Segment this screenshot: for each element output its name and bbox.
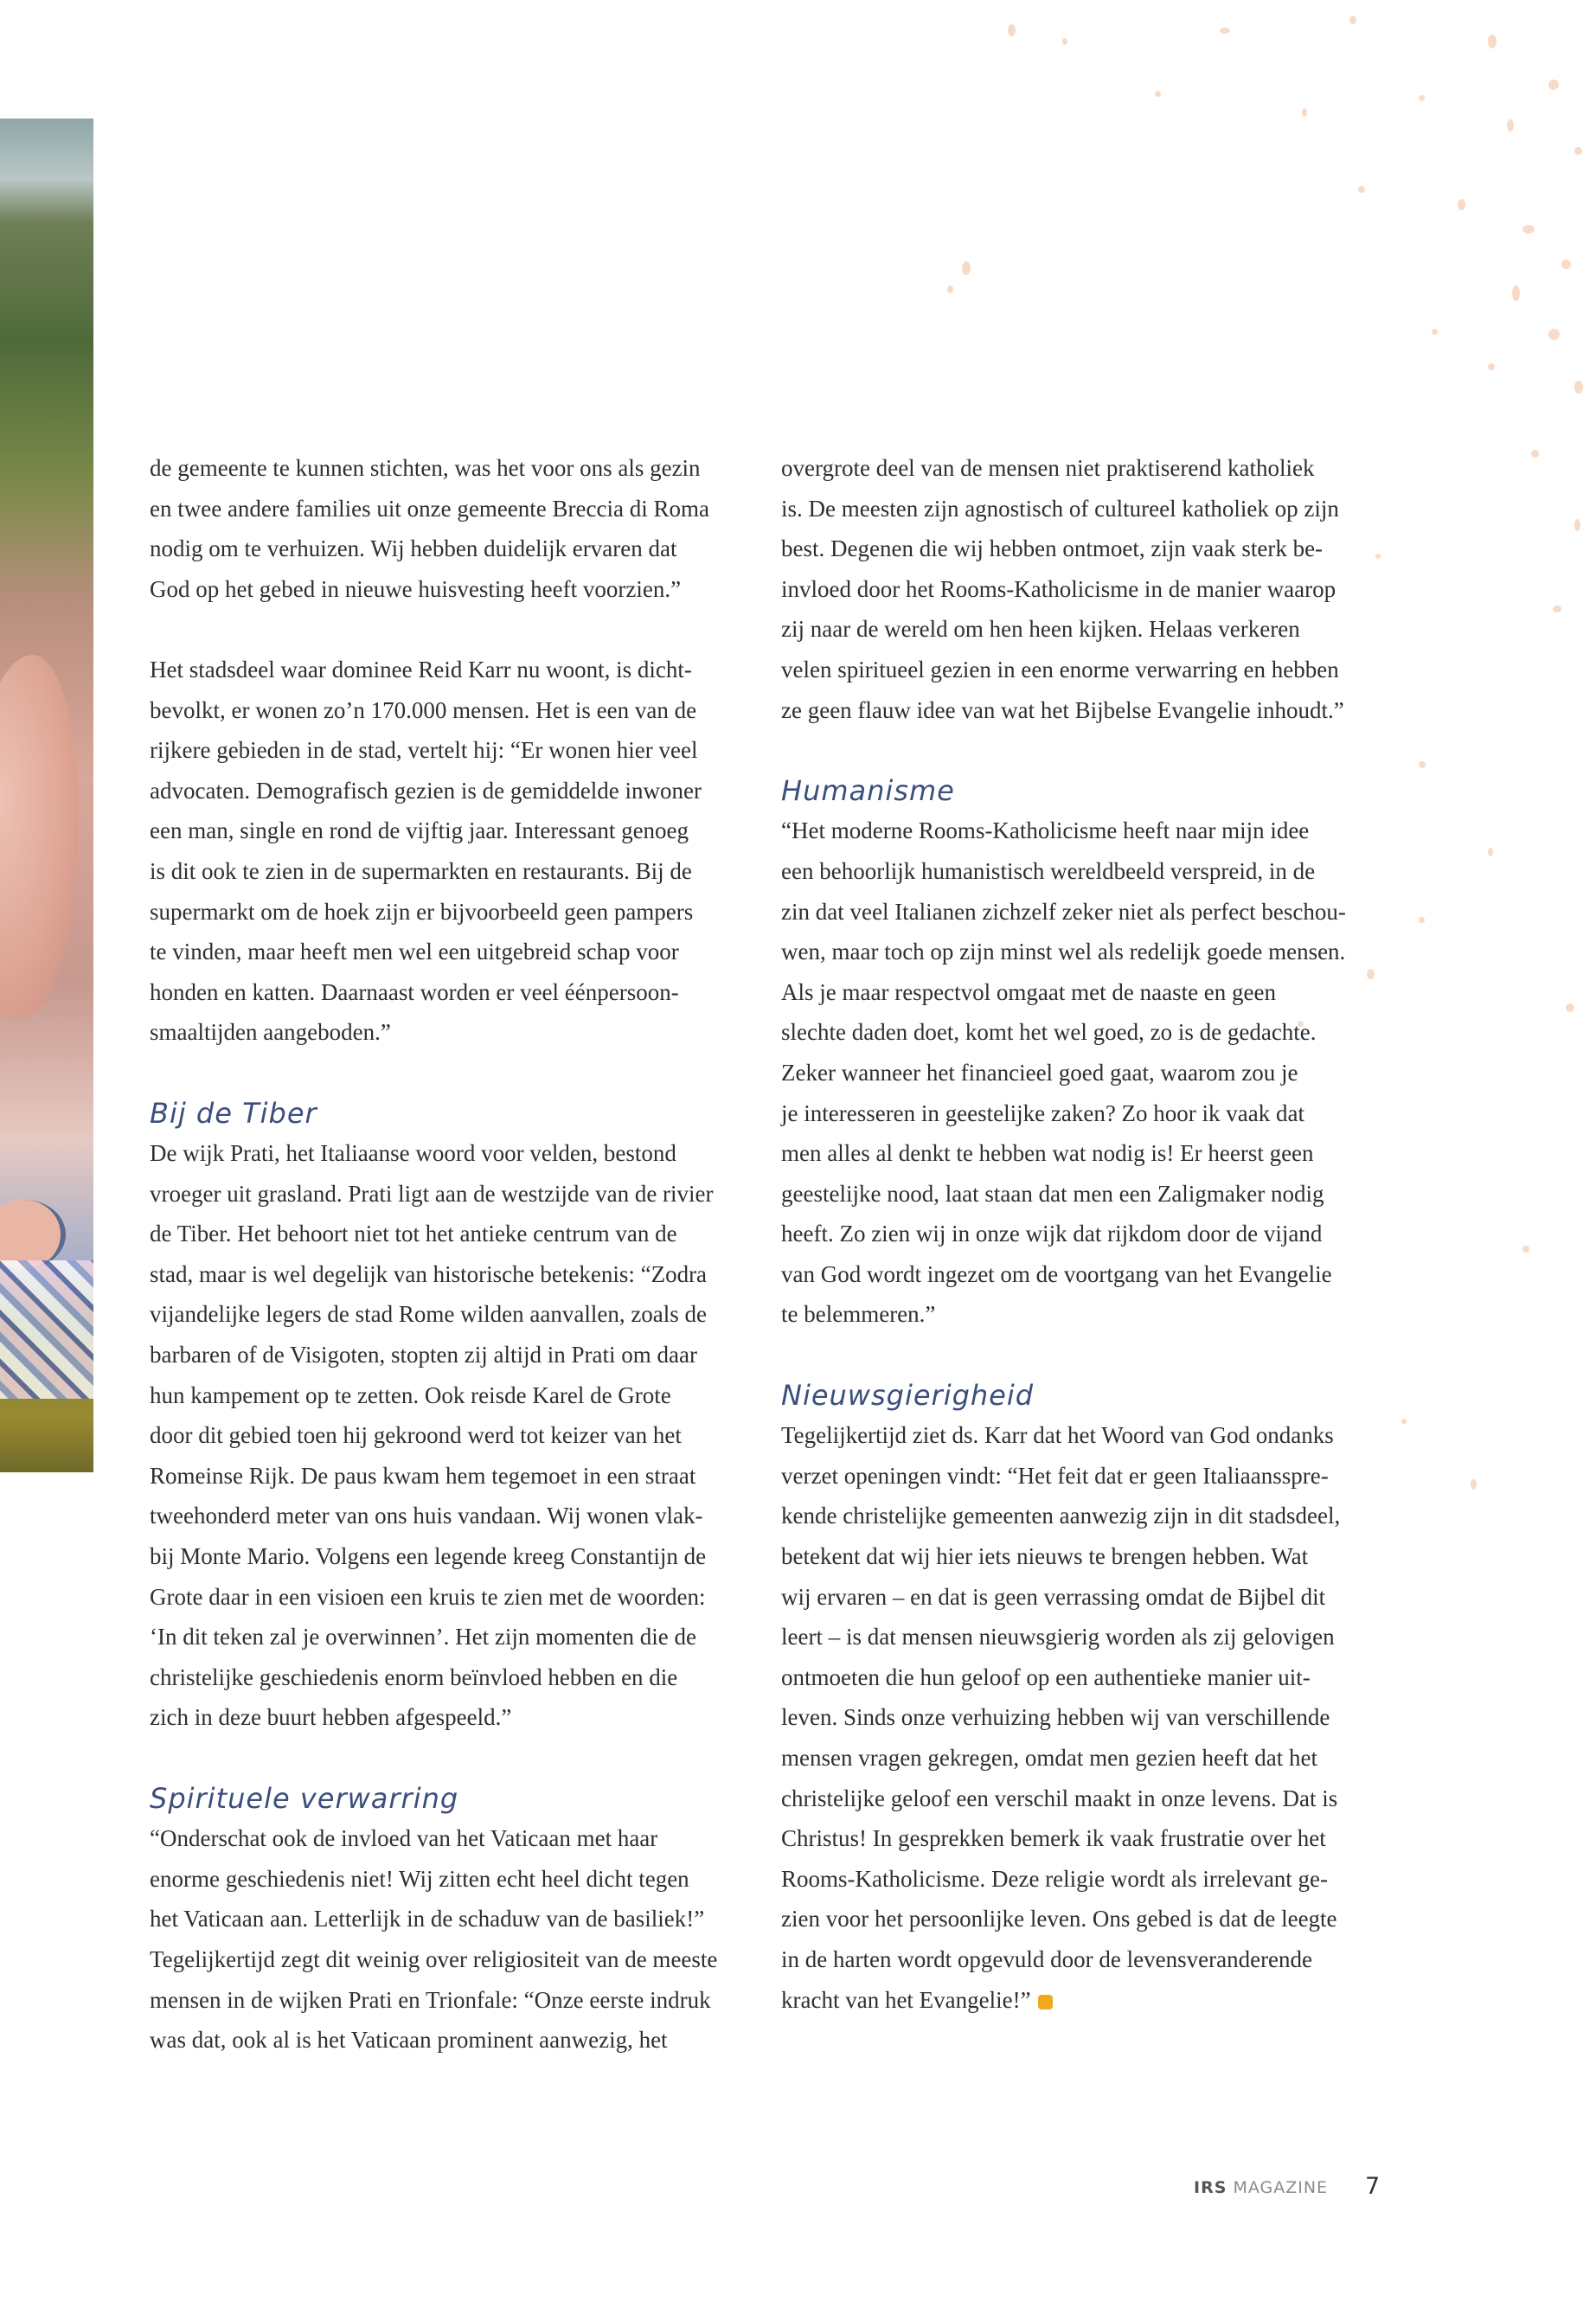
end-mark-icon [1038, 1995, 1053, 2009]
footer-brand: IRS [1194, 2178, 1227, 2197]
section-heading-humanisme: Humanisme [781, 773, 955, 807]
section-heading-spirituele-verwarring: Spirituele verwarring [150, 1781, 459, 1815]
paragraph: De wijk Prati, het Italiaanse woord voor velden, bestond vroeger uit grasland. Prati ligt aan de westzijde van de rivier de Tiber. Het behoort niet tot het antieke centrum van de stad, maar is wel degelijk van historische betekenis: “Zodra vijandelijke legers de stad Rome wilden aanvallen, zoals de barbaren of de Visigoten, stopten zij altijd in Prati om daar hun kampement op te zetten. Ook reisde Karel de Grote door dit gebied toen hij gekroond werd tot keizer van het Romeinse Rijk. De paus kwam hem tegemoet in een straat tweehonderd meter van ons huis vandaan. Wij wonen vlak- bij Monte Mario. Volgens een legende kreeg Constantijn de Grote daar in een visioen een kruis te zien met de woorden: ‘In dit teken zal je overwinnen’. Het zijn momenten die de christelijke geschiedenis enorm beïnvloed hebben en die zich in deze buurt hebben afgespeeld.” [150, 1140, 714, 1731]
right-column [781, 448, 1387, 2020]
cover-photo [0, 119, 93, 1472]
left-column [150, 448, 747, 2061]
paragraph: “Onderschat ook de invloed van het Vaticaan met haar enorme geschiedenis niet! Wij zitten echt heel dicht tegen het Vaticaan aan. Letterlijk in de schaduw van de basiliek!” Tegelijkertijd zegt dit weinig over religiositeit van de meeste mensen in de wijken Prati en Trionfale: “Onze eerste indruk was dat, ook al is het Vaticaan prominent aanwezig, het [150, 1825, 718, 2054]
magazine-footer [1194, 2178, 1328, 2197]
section-heading-nieuwsgierigheid: Nieuwsgierigheid [781, 1378, 1035, 1412]
paragraph: overgrote deel van de mensen niet praktiserend katholiek is. De meesten zijn agnostisch of cultureel katholiek op zijn best. Degenen die wij hebben ontmoet, zijn vaak sterk be- invloed door het Rooms-Katholicisme in de manier waarop zij naar de wereld om hen heen kijken. Helaas verkeren velen spiritueel gezien in een enorme verwarring en hebben ze geen flauw idee van wat het Bijbelse Evangelie inhoudt.” [781, 455, 1344, 723]
footer-magazine: MAGAZINE [1233, 2178, 1329, 2197]
page-number: 7 [1365, 2173, 1381, 2200]
paragraph-final [781, 1415, 1387, 2020]
photo-face-detail [0, 655, 78, 1018]
photo-dress-detail [0, 1260, 93, 1399]
paragraph: “Het moderne Rooms-Katholicisme heeft naar mijn idee een behoorlijk humanistisch wereldbeeld verspreid, in de zin dat veel Italianen zichzelf zeker niet als perfect beschou- wen, maar toch op zijn minst wel als redelijk goede mensen. Als je maar respectvol omgaat met de naaste en geen slechte daden doet, komt het wel goed, zo is de gedachte. Zeker wanneer het financieel goed gaat, waarom zou je je interesseren in geestelijke zaken? Zo hoor ik vaak dat men alles al denkt te hebben wat nodig is! Er heerst geen geestelijke nood, laat staan dat men een Zaligmaker nodig heeft. Zo zien wij in onze wijk dat rijkdom door de vijand van God wordt ingezet om de voortgang van het Evangelie te belemmeren.” [781, 817, 1346, 1328]
photo-hand-detail [0, 1200, 66, 1269]
paragraph-text: Tegelijkertijd ziet ds. Karr dat het Woord van God ondanks verzet openingen vindt: “Het feit dat er geen Italiaansspre- kende christelijke gemeenten aanwezig zijn in dit stadsdeel, betekent dat wij hier iets nieuws te brengen hebben. Wat wij ervaren – en dat is geen verrassing omdat de Bijbel dit leert – is dat mensen nieuwsgierig worden als zij gelovigen ontmoeten die hun geloof op een authentieke manier uit- leven. Sinds onze verhuizing hebben wij van verschillende mensen vragen gekregen, omdat men gezien heeft dat het christelijke geloof een verschil maakt in onze levens. Dat is Christus! In gesprekken bemerk ik vaak frustratie over het Rooms-Katholicisme. Deze religie wordt als irrelevant ge- zien voor het persoonlijke leven. Ons gebed is dat de leegte in de harten wordt opgevuld door de levensveranderende kracht van het Evangelie!” [781, 1422, 1341, 2013]
paragraph: de gemeente te kunnen stichten, was het voor ons als gezin en twee andere families uit onze gemeente Breccia di Roma nodig om te verhuizen. Wij hebben duidelijk ervaren dat God op het gebed in nieuwe huisvesting heeft voorzien.” [150, 455, 709, 602]
section-heading-tiber: Bij de Tiber [150, 1096, 317, 1130]
paragraph: Het stadsdeel waar dominee Reid Karr nu woont, is dicht- bevolkt, er wonen zo’n 170.000 mensen. Het is een van de rijkere gebieden in de stad, vertelt hij: “Er wonen hier veel advocaten. Demografisch gezien is de gemiddelde inwoner een man, single en rond de vijftig jaar. Interessant genoeg is dit ook te zien in de supermarkten en restaurants. Bij de supermarkt om de hoek zijn er bijvoorbeeld geen pampers te vinden, maar heeft men wel een uitgebreid schap voor honden en katten. Daarnaast worden er veel éénpersoon- smaaltijden aangeboden.” [150, 656, 702, 1046]
